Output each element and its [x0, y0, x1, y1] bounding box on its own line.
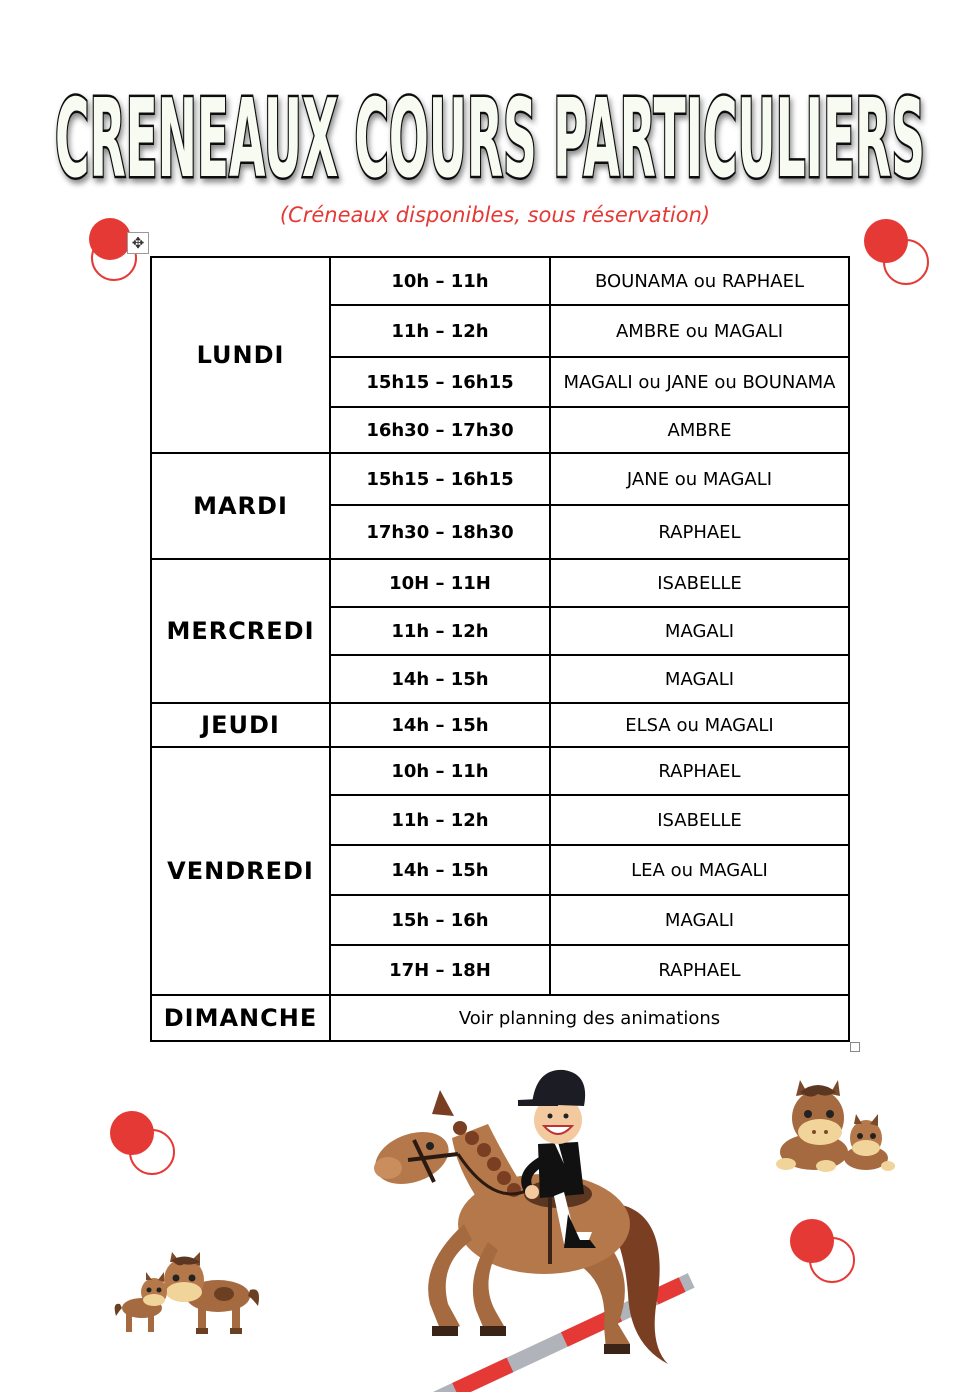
schedule-row — [151, 453, 849, 505]
resize-handle-icon[interactable] — [850, 1042, 860, 1052]
instructor-cell: ISABELLE — [550, 795, 849, 845]
time-slot-cell: 11h – 12h — [330, 305, 550, 357]
instructor-cell: RAPHAEL — [550, 505, 849, 559]
schedule-row — [151, 703, 849, 747]
day-cell: JEUDI — [151, 703, 330, 747]
day-cell: MERCREDI — [151, 559, 330, 703]
instructor-cell: AMBRE — [550, 407, 849, 453]
time-slot-cell: 11h – 12h — [330, 607, 550, 655]
time-slot-cell: 15h15 – 16h15 — [330, 453, 550, 505]
day-cell: VENDREDI — [151, 747, 330, 995]
pony-couple-illustration — [774, 1074, 896, 1176]
instructor-cell: RAPHAEL — [550, 747, 849, 795]
schedule-row — [151, 747, 849, 795]
instructor-cell: LEA ou MAGALI — [550, 845, 849, 895]
schedule-row — [151, 257, 849, 305]
instructor-cell: ELSA ou MAGALI — [550, 703, 849, 747]
day-cell: MARDI — [151, 453, 330, 559]
schedule-row-sunday — [151, 995, 849, 1041]
schedule-row — [151, 559, 849, 607]
time-slot-cell: 14h – 15h — [330, 703, 550, 747]
time-slot-cell: 17h30 – 18h30 — [330, 505, 550, 559]
day-cell: LUNDI — [151, 257, 330, 453]
rider-jumping-illustration — [368, 1064, 698, 1392]
instructor-cell: RAPHAEL — [550, 945, 849, 995]
time-slot-cell: 11h – 12h — [330, 795, 550, 845]
time-slot-cell: 16h30 – 17h30 — [330, 407, 550, 453]
time-slot-cell: 14h – 15h — [330, 655, 550, 703]
move-handle-icon[interactable]: ✥ — [127, 232, 149, 254]
time-slot-cell: 15h – 16h — [330, 895, 550, 945]
instructor-cell: MAGALI — [550, 607, 849, 655]
time-slot-cell: 10H – 11H — [330, 559, 550, 607]
day-cell: DIMANCHE — [151, 995, 330, 1041]
instructor-cell: MAGALI — [550, 895, 849, 945]
instructor-cell: ISABELLE — [550, 559, 849, 607]
schedule-table — [150, 256, 850, 1042]
page-title — [40, 38, 940, 198]
page-subtitle: (Créneaux disponibles, sous réservation) — [279, 203, 711, 227]
decor-circles-top-right — [858, 214, 934, 290]
page-title-text: CRENEAUX COURS PARTICULIERS — [55, 77, 925, 198]
time-slot-cell: 15h15 – 16h15 — [330, 357, 550, 407]
instructor-cell: MAGALI — [550, 655, 849, 703]
instructor-cell: MAGALI ou JANE ou BOUNAMA — [550, 357, 849, 407]
decor-circles-right — [784, 1212, 860, 1288]
sunday-note-cell: Voir planning des animations — [330, 995, 849, 1041]
time-slot-cell: 10h – 11h — [330, 257, 550, 305]
instructor-cell: BOUNAMA ou RAPHAEL — [550, 257, 849, 305]
instructor-cell: AMBRE ou MAGALI — [550, 305, 849, 357]
time-slot-cell: 14h – 15h — [330, 845, 550, 895]
decor-circles-mid-left — [104, 1104, 180, 1180]
instructor-cell: JANE ou MAGALI — [550, 453, 849, 505]
pony-pair-illustration — [112, 1250, 262, 1338]
time-slot-cell: 10h – 11h — [330, 747, 550, 795]
time-slot-cell: 17H – 18H — [330, 945, 550, 995]
